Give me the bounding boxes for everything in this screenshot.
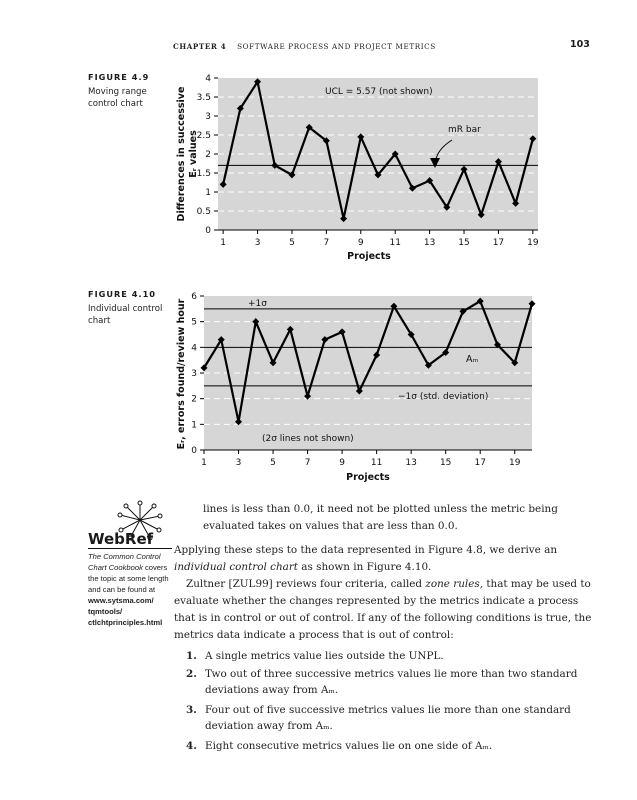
webref-book-title: The Common Control Chart Cookbook	[88, 552, 161, 572]
webref-text	[88, 551, 178, 628]
running-header	[173, 42, 436, 51]
y-tick-label: 3	[205, 112, 211, 122]
para1-emphasis: individual control chart	[174, 561, 298, 573]
paragraph-2	[174, 576, 594, 644]
continuation-text: lines is less than 0.0, it need not be plotted unless the metric being evaluated takes on values that are less than 0.0.	[203, 503, 558, 532]
x-tick-label: 17	[492, 238, 505, 248]
list-item-text: Two out of three successive metrics values lie more than two standard deviations away from Aₘ.	[205, 668, 578, 696]
x-tick-label: 9	[339, 458, 345, 468]
list-item-number: 2.	[186, 668, 197, 680]
webref-rule	[88, 548, 172, 549]
y-tick-label: 1.5	[196, 169, 211, 179]
y-tick-label: 2.5	[196, 131, 211, 141]
para2-emphasis: zone rules,	[425, 578, 484, 590]
chapter-title: SOFTWARE PROCESS AND PROJECT METRICS	[237, 42, 436, 51]
x-tick-label: 7	[323, 238, 330, 248]
x-tick-label: 13	[423, 238, 436, 248]
list-item-number: 4.	[186, 740, 197, 752]
webref-url-part-2[interactable]: tqmtools/	[88, 607, 123, 616]
webref-url-part-1[interactable]: www.sytsma.com/	[88, 596, 154, 605]
y-tick-label: 3.5	[196, 93, 211, 103]
y-tick-label: 0	[191, 446, 197, 456]
chart1-y-axis-label-line1: Differences in successive	[176, 86, 187, 222]
figure-4-9-caption: Moving range control chart	[88, 87, 147, 109]
x-tick-label: 11	[370, 458, 383, 468]
plus-sigma-label: +1σ	[248, 299, 267, 309]
y-tick-label: 3	[191, 369, 197, 379]
page-number: 103	[570, 39, 590, 50]
webref-title: WebRef	[88, 530, 154, 548]
minus-sigma-label: −1σ (std. deviation)	[398, 392, 489, 402]
list-item-text: Eight consecutive metrics values lie on one side of Aₘ.	[205, 740, 493, 752]
moving-range-chart	[170, 70, 570, 270]
two-sigma-note: (2σ lines not shown)	[262, 434, 354, 444]
paragraph-1	[174, 542, 594, 576]
y-tick-label: 2	[205, 150, 211, 160]
individual-control-chart	[170, 290, 570, 490]
am-label: Aₘ	[466, 354, 479, 365]
para1-text-end: as shown in Figure 4.10.	[298, 561, 432, 573]
x-tick-label: 1	[220, 238, 227, 248]
x-tick-label: 3	[235, 458, 242, 468]
y-tick-label: 0.5	[196, 207, 211, 217]
chapter-label: CHAPTER 4	[173, 42, 227, 51]
list-item-number: 3.	[186, 704, 197, 716]
chart2-y-axis-label: Eᵣ, errors found/review hour	[176, 298, 187, 450]
x-tick-label: 15	[439, 458, 452, 468]
para2-text-start: Zultner [ZUL99] reviews four criteria, called	[186, 578, 426, 590]
figure-4-10-caption: Individual control chart	[88, 304, 163, 326]
chart2-x-axis-label: Projects	[346, 472, 390, 483]
chart2-x-ticks	[201, 450, 521, 468]
x-tick-label: 11	[389, 238, 401, 248]
y-tick-label: 4	[191, 343, 197, 354]
list-item-text: A single metrics value lies outside the UNPL.	[205, 650, 444, 662]
y-tick-label: 4	[205, 74, 211, 84]
x-tick-label: 7	[304, 458, 311, 468]
x-tick-label: 13	[405, 458, 417, 468]
para1-text-start: Applying these steps to the data represented in Figure 4.8, we derive an	[174, 544, 558, 556]
x-tick-label: 15	[458, 238, 470, 248]
continuation-paragraph	[203, 501, 595, 535]
x-tick-label: 19	[527, 238, 539, 248]
x-tick-label: 9	[357, 238, 364, 248]
list-item-number: 1.	[186, 650, 197, 662]
ucl-note: UCL = 5.57 (not shown)	[325, 87, 433, 97]
y-tick-label: 1	[191, 420, 197, 431]
webref-description: covers the topic at some length and can be found at	[88, 563, 169, 594]
chart1-x-axis-label: Projects	[347, 251, 391, 262]
x-tick-label: 17	[474, 458, 486, 468]
list-item-text: Four out of five successive metrics values lie more than one standard deviation away from Aₘ.	[205, 704, 571, 732]
x-tick-label: 5	[289, 238, 295, 248]
y-tick-label: 1	[205, 188, 211, 198]
x-tick-label: 5	[270, 458, 276, 468]
x-tick-label: 19	[509, 458, 521, 468]
x-tick-label: 1	[201, 458, 207, 468]
figure-4-9-label: FIGURE 4.9	[88, 72, 150, 82]
x-tick-label: 3	[254, 238, 261, 248]
webref-url-part-3[interactable]: ctlchtprinciples.html	[88, 618, 163, 627]
y-tick-label: 2	[191, 394, 197, 405]
chart1-y-ticks	[197, 74, 218, 236]
figure-4-10-label: FIGURE 4.10	[88, 289, 156, 299]
chart1-x-ticks	[220, 230, 539, 248]
y-tick-label: 0	[205, 226, 211, 236]
chart2-y-ticks	[191, 292, 204, 456]
chart1-y-axis-label-line2: Eᵣ values	[188, 130, 199, 178]
y-tick-label: 5	[191, 317, 197, 328]
y-tick-label: 6	[191, 292, 197, 302]
para2-text-end: that may be used to evaluate whether the changes represented by the metrics indicate a process that is in control or out of control. If any of the following conditions is true, the metrics data indicate a process that is out of control:	[174, 578, 592, 641]
mr-bar-label: mR bar	[448, 125, 481, 135]
